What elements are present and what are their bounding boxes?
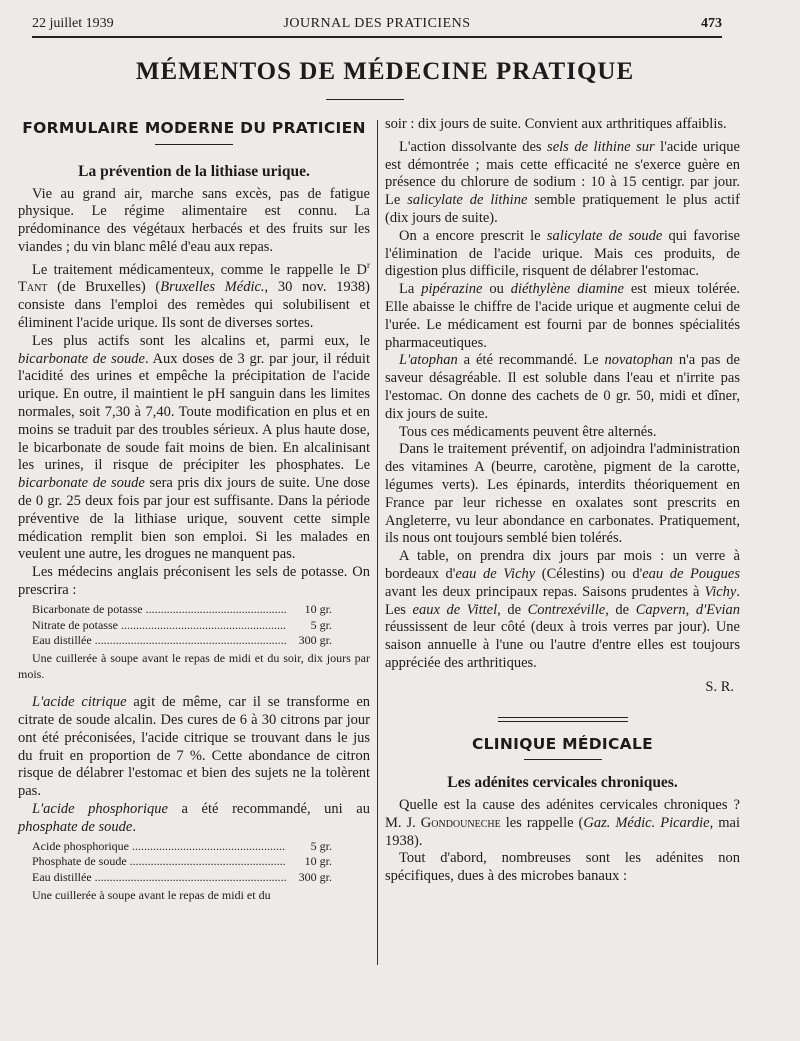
paragraph: Tous ces médicaments peuvent être alternés. <box>399 423 657 440</box>
left-column <box>18 116 370 903</box>
article-subhead-adenites: Les adénites cervicales chroniques. <box>447 774 678 792</box>
paragraph: L'acide phosphorique a été recommandé, uni au phosphate de soude. <box>18 800 370 835</box>
section-rule <box>524 759 602 760</box>
paragraph: Le traitement médicamenteux, comme le rappelle le $D^r$ Tant (de Bruxelles) (Bruxelles Médic., 30 nov. 1938) consiste dans l'emploi des remèdes qui solubilisent et éliminent l'acide urique. Ils sont de diverses sortes. <box>18 259 370 331</box>
header-journal-title: JOURNAL DES PRATICIENS <box>283 16 471 31</box>
paragraph: Vie au grand air, marche sans excès, pas de fatigue physique. Le régime alimentaire est connu. La prédominance des végétaux herbacés et des fruits sur les viandes ; du vin blanc mêlé d'eau aux repas. <box>18 185 370 255</box>
prescription-note: Une cuillerée à soupe avant le repas de midi et du soir, dix jours par mois. <box>18 651 370 681</box>
column-divider <box>377 120 378 965</box>
section-separator <box>498 717 628 722</box>
prescription-note: Une cuillerée à soupe avant le repas de midi et du <box>32 887 271 902</box>
prescription-line: Acide phosphorique ..... 5 gr. <box>32 839 332 855</box>
section-title-clinique: CLINIQUE MÉDICALE <box>471 734 654 753</box>
prescription-potasse <box>32 602 370 649</box>
prescription-line: Bicarbonate de potasse ..... 10 gr. <box>32 602 332 618</box>
section-rule <box>155 144 233 145</box>
main-title: MÉMENTOS DE MÉDECINE PRATIQUE <box>135 58 635 85</box>
paragraph: La pipérazine ou diéthylène diamine est mieux tolérée. Elle abaisse le chiffre de l'acide urique et augmente celui de l'urée. Le médicament est fourni par de bonnes spécialités pharmaceutiques. <box>385 281 741 351</box>
paragraph: Dans le traitement préventif, on adjoindra l'administration des vitamines A (beurre, carotène, pigment de la carotte, légumes verts). Les épinards, interdits théoriquement en France par leur richesse en oxalates sont prescrits en Angleterre, vu leur abondance en carbonates. Pratiquement, ils nous ont toujours semblé bien tolérés. <box>385 441 740 547</box>
header-date: 22 juillet 1939 <box>32 16 114 31</box>
paragraph: L'action dissolvante des sels de lithine sur l'acide urique est démontrée ; mais cette efficacité ne s'exerce guère en présence du chlorure de sodium : 10 à 15 centigr. par jour. Le salicylate de lithine semble pratiquement le plus actif (dix jours de suite). <box>385 138 740 226</box>
paragraph: Les médecins anglais préconisent les sels de potasse. On prescrira : <box>18 564 370 598</box>
signature: S. R. <box>705 678 734 695</box>
prescription-phosphorique <box>32 839 370 886</box>
paragraph: soir : dix jours de suite. Convient aux arthritiques affaiblis. <box>385 116 727 132</box>
prescription-line: Phosphate de soude ..... 10 gr. <box>32 854 332 870</box>
article-subhead-lithiase: La prévention de la lithiase urique. <box>78 162 310 180</box>
right-column <box>385 116 740 886</box>
paragraph: L'acide citrique agit de même, car il se transforme en citrate de soude alcalin. Des cures de 6 à 30 citrons par jour ont été préconisées, l'acide citrique se trouvant dans le jus du fruit en proportion de 7 %. Cette abondance de citron risque de délabrer l'estomac et bien des sujets ne la tolèrent pas. <box>18 694 371 800</box>
paragraph: L'atophan a été recommandé. Le novatophan n'a pas de saveur désagréable. Il est soluble dans l'eau et n'irrite pas l'estomac. On donne des cachets de 0 gr. 50, midi et dîner, dix jours de suite. <box>385 352 740 422</box>
running-header <box>32 14 722 38</box>
paragraph: Quelle est la cause des adénites cervicales chroniques ? M. J. Gondouneche les rappelle (Gaz. Médic. Picardie, mai 1938). <box>385 797 740 849</box>
title-rule <box>326 99 404 100</box>
paragraph: Les plus actifs sont les alcalins et, parmi eux, le bicarbonate de soude. Aux doses de 3 gr. par jour, il réduit l'acidité des urines et empêche la précipitation de l'acide urique. En outre, il maintient le pH sanguin dans les limites normales, soit 7,30 à 7,40. Toute modification en plus et en moins se traduit par des troubles sérieux. A plus haute dose, le bicarbonate de soude fait moins de bien. En alcalinisant les urines, il risque de précipiter les phosphates. Le bicarbonate de soude sera pris dix jours de suite. Une dose de 0 gr. 25 deux fois par jour est suffisante. Dans la période préventive de la lithiase urique, souvent cette simple médication remplit bien son emploi. Si les malades en veulent une autre, les drogues ne manquent pas. <box>18 332 370 563</box>
section-title-formulaire: FORMULAIRE MODERNE DU PRATICIEN <box>22 119 366 137</box>
paragraph: On a encore prescrit le salicylate de soude qui favorise l'élimination de l'acide urique. Mais ces produits, de digestion plus difficile, risquent de délabrer l'estomac. <box>385 227 740 280</box>
paragraph: Tout d'abord, nombreuses sont les adénites non spécifiques, dues à des microbes banaux : <box>385 850 740 885</box>
prescription-line: Eau distillée ..... 300 gr. <box>32 633 332 649</box>
paragraph: A table, on prendra dix jours par mois : un verre à bordeaux d'eau de Vichy (Célestins) ou d'eau de Pougues avant les deux principaux repas. Saisons prudentes à Vichy. Les eaux de Vittel, de Contrexéville, de Capvern, d'Evian réussissent de leur côté (deux à trois verres par jour). Une saison annuelle à l'une ou l'autre d'entre elles est toujours appréciée des arthritiques. <box>385 548 741 671</box>
prescription-line: Nitrate de potasse ..... 5 gr. <box>32 618 332 634</box>
prescription-line: Eau distillée ..... 300 gr. <box>32 870 332 886</box>
header-page-number: 473 <box>701 16 722 31</box>
